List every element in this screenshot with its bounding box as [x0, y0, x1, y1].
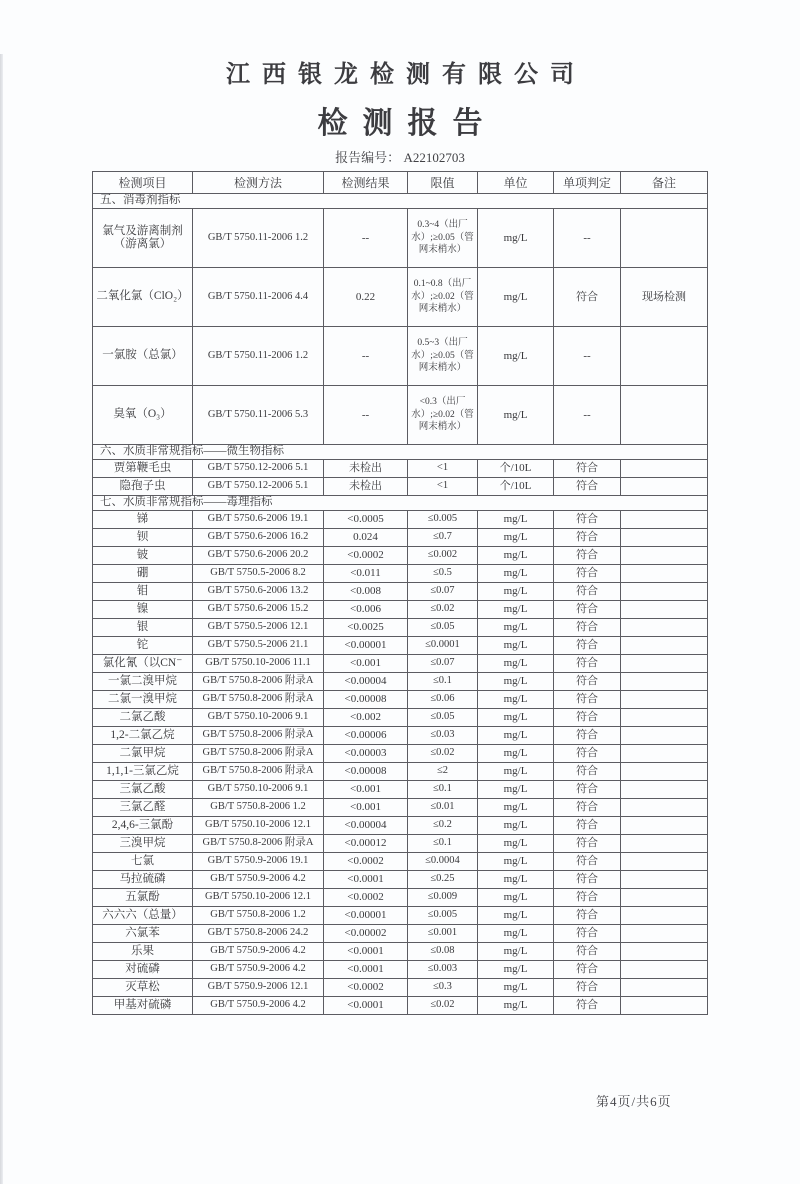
cell-note — [621, 583, 708, 601]
cell-item: 锑 — [93, 511, 193, 529]
cell-limit: ≤0.02 — [408, 997, 478, 1015]
cell-item: 对硫磷 — [93, 961, 193, 979]
cell-unit: mg/L — [478, 565, 554, 583]
cell-item: 一氯二溴甲烷 — [93, 673, 193, 691]
cell-judgement: 符合 — [554, 853, 621, 871]
cell-result: <0.011 — [324, 565, 408, 583]
cell-item: 铍 — [93, 547, 193, 565]
cell-result: 0.024 — [324, 529, 408, 547]
cell-method: GB/T 5750.9-2006 4.2 — [193, 871, 324, 889]
table-row — [93, 547, 708, 565]
table-header-row — [93, 172, 708, 194]
table-row — [93, 460, 708, 478]
cell-result: <0.00012 — [324, 835, 408, 853]
cell-unit: mg/L — [478, 961, 554, 979]
report-table — [92, 171, 708, 1015]
table-row — [93, 637, 708, 655]
cell-note — [621, 871, 708, 889]
section-title: 六、水质非常规指标——微生物指标 — [93, 445, 708, 460]
cell-note — [621, 709, 708, 727]
table-row — [93, 386, 708, 445]
table-row — [93, 835, 708, 853]
cell-note — [621, 763, 708, 781]
cell-unit: mg/L — [478, 853, 554, 871]
cell-note — [621, 925, 708, 943]
cell-note — [621, 478, 708, 496]
cell-unit: mg/L — [478, 583, 554, 601]
company-name: 江西银龙检测有限公司 — [226, 62, 586, 88]
cell-item: 三溴甲烷 — [93, 835, 193, 853]
cell-judgement: 符合 — [554, 655, 621, 673]
cell-item: 钡 — [93, 529, 193, 547]
cell-method: GB/T 5750.10-2006 11.1 — [193, 655, 324, 673]
cell-judgement: 符合 — [554, 691, 621, 709]
cell-method: GB/T 5750.10-2006 12.1 — [193, 889, 324, 907]
column-header-unit: 单位 — [478, 172, 554, 194]
section-header-row — [93, 496, 708, 511]
cell-limit: 0.3~4（出厂水）;≥0.05（管网末梢水） — [408, 209, 478, 268]
cell-limit: 0.5~3（出厂水）;≥0.05（管网末梢水） — [408, 327, 478, 386]
cell-item: 二氧化氯（ClO₂） — [93, 268, 193, 327]
cell-judgement: 符合 — [554, 889, 621, 907]
section-header-row — [93, 194, 708, 209]
cell-result: <0.008 — [324, 583, 408, 601]
cell-judgement: 符合 — [554, 763, 621, 781]
cell-note — [621, 979, 708, 997]
cell-method: GB/T 5750.8-2006 1.2 — [193, 907, 324, 925]
cell-limit: <1 — [408, 460, 478, 478]
table-row — [93, 781, 708, 799]
cell-unit: mg/L — [478, 799, 554, 817]
cell-method: GB/T 5750.10-2006 9.1 — [193, 709, 324, 727]
cell-unit: mg/L — [478, 619, 554, 637]
cell-unit: mg/L — [478, 907, 554, 925]
table-row — [93, 907, 708, 925]
cell-note — [621, 327, 708, 386]
cell-result: 0.22 — [324, 268, 408, 327]
cell-method: GB/T 5750.8-2006 附录A — [193, 763, 324, 781]
scanned-report-page — [0, 54, 800, 1109]
cell-unit: mg/L — [478, 327, 554, 386]
table-row — [93, 997, 708, 1015]
cell-judgement: 符合 — [554, 871, 621, 889]
cell-note — [621, 637, 708, 655]
cell-judgement: 符合 — [554, 727, 621, 745]
cell-note — [621, 907, 708, 925]
cell-item: 马拉硫磷 — [93, 871, 193, 889]
scan-edge-artifact — [0, 54, 3, 1184]
column-header-limit: 限值 — [408, 172, 478, 194]
table-row — [93, 763, 708, 781]
cell-note — [621, 673, 708, 691]
cell-limit: ≤0.2 — [408, 817, 478, 835]
cell-limit: ≤0.05 — [408, 619, 478, 637]
cell-method: GB/T 5750.8-2006 附录A — [193, 835, 324, 853]
cell-item: 臭氧（O₃） — [93, 386, 193, 445]
cell-result: <0.001 — [324, 781, 408, 799]
cell-method: GB/T 5750.5-2006 12.1 — [193, 619, 324, 637]
cell-method: GB/T 5750.6-2006 16.2 — [193, 529, 324, 547]
cell-result: <0.00004 — [324, 817, 408, 835]
cell-item: 乐果 — [93, 943, 193, 961]
cell-unit: mg/L — [478, 979, 554, 997]
cell-note — [621, 547, 708, 565]
cell-item: 七氯 — [93, 853, 193, 871]
cell-unit: mg/L — [478, 268, 554, 327]
cell-item: 镍 — [93, 601, 193, 619]
cell-item: 二氯乙酸 — [93, 709, 193, 727]
table-row — [93, 853, 708, 871]
cell-judgement: 符合 — [554, 943, 621, 961]
column-header-method: 检测方法 — [193, 172, 324, 194]
cell-note — [621, 997, 708, 1015]
cell-note — [621, 781, 708, 799]
cell-result: <0.002 — [324, 709, 408, 727]
cell-result: <0.00008 — [324, 691, 408, 709]
report-number-label: 报告编号： — [335, 150, 401, 165]
cell-limit: ≤0.02 — [408, 745, 478, 763]
cell-note — [621, 817, 708, 835]
cell-unit: mg/L — [478, 745, 554, 763]
cell-unit: mg/L — [478, 727, 554, 745]
table-row — [93, 799, 708, 817]
column-header-item: 检测项目 — [93, 172, 193, 194]
cell-item: 三氯乙醛 — [93, 799, 193, 817]
cell-result: <0.00004 — [324, 673, 408, 691]
cell-judgement: 符合 — [554, 268, 621, 327]
cell-limit: ≤0.003 — [408, 961, 478, 979]
cell-unit: mg/L — [478, 889, 554, 907]
cell-method: GB/T 5750.6-2006 15.2 — [193, 601, 324, 619]
cell-item: 隐孢子虫 — [93, 478, 193, 496]
cell-result: <0.001 — [324, 655, 408, 673]
cell-result: <0.00003 — [324, 745, 408, 763]
table-row — [93, 727, 708, 745]
cell-result: 未检出 — [324, 478, 408, 496]
cell-result: <0.0001 — [324, 871, 408, 889]
cell-unit: mg/L — [478, 943, 554, 961]
cell-result: <0.0001 — [324, 943, 408, 961]
table-row — [93, 673, 708, 691]
cell-unit: 个/10L — [478, 460, 554, 478]
cell-limit: ≤0.005 — [408, 511, 478, 529]
cell-judgement: 符合 — [554, 565, 621, 583]
cell-item: 六氯苯 — [93, 925, 193, 943]
table-row — [93, 268, 708, 327]
cell-unit: mg/L — [478, 209, 554, 268]
cell-result: <0.00002 — [324, 925, 408, 943]
cell-result: <0.0002 — [324, 889, 408, 907]
page-number: 第4页/共6页 — [596, 1094, 672, 1109]
cell-unit: mg/L — [478, 925, 554, 943]
table-row — [93, 327, 708, 386]
cell-note — [621, 619, 708, 637]
cell-note — [621, 386, 708, 445]
cell-limit: <0.3（出厂水）;≥0.02（管网末梢水） — [408, 386, 478, 445]
cell-note — [621, 691, 708, 709]
cell-result: <0.0005 — [324, 511, 408, 529]
cell-judgement: 符合 — [554, 619, 621, 637]
cell-unit: mg/L — [478, 817, 554, 835]
section-title: 五、消毒剂指标 — [93, 194, 708, 209]
cell-method: GB/T 5750.8-2006 附录A — [193, 727, 324, 745]
cell-limit: ≤0.01 — [408, 799, 478, 817]
cell-item: 氯气及游离制剂（游离氯） — [93, 209, 193, 268]
cell-unit: mg/L — [478, 637, 554, 655]
cell-result: <0.0002 — [324, 979, 408, 997]
cell-note: 现场检测 — [621, 268, 708, 327]
cell-result: <0.001 — [324, 799, 408, 817]
cell-method: GB/T 5750.8-2006 1.2 — [193, 799, 324, 817]
cell-judgement: 符合 — [554, 997, 621, 1015]
cell-result: -- — [324, 209, 408, 268]
cell-judgement: 符合 — [554, 460, 621, 478]
cell-unit: mg/L — [478, 763, 554, 781]
cell-result: <0.0001 — [324, 997, 408, 1015]
cell-note — [621, 565, 708, 583]
cell-method: GB/T 5750.11-2006 4.4 — [193, 268, 324, 327]
cell-result: <0.0025 — [324, 619, 408, 637]
cell-judgement: 符合 — [554, 799, 621, 817]
table-body — [93, 194, 708, 1015]
cell-judgement: 符合 — [554, 745, 621, 763]
table-row — [93, 745, 708, 763]
cell-note — [621, 601, 708, 619]
cell-limit: ≤0.1 — [408, 673, 478, 691]
cell-note — [621, 889, 708, 907]
cell-judgement: 符合 — [554, 637, 621, 655]
cell-method: GB/T 5750.9-2006 4.2 — [193, 943, 324, 961]
cell-judgement: 符合 — [554, 835, 621, 853]
cell-item: 一氯胺（总氯） — [93, 327, 193, 386]
cell-method: GB/T 5750.9-2006 19.1 — [193, 853, 324, 871]
cell-limit: <1 — [408, 478, 478, 496]
cell-judgement: 符合 — [554, 961, 621, 979]
cell-item: 硼 — [93, 565, 193, 583]
cell-limit: ≤0.5 — [408, 565, 478, 583]
table-row — [93, 925, 708, 943]
cell-result: <0.00008 — [324, 763, 408, 781]
cell-judgement: -- — [554, 386, 621, 445]
cell-result: <0.00006 — [324, 727, 408, 745]
cell-result: -- — [324, 327, 408, 386]
cell-note — [621, 853, 708, 871]
table-row — [93, 619, 708, 637]
cell-judgement: -- — [554, 209, 621, 268]
cell-method: GB/T 5750.5-2006 8.2 — [193, 565, 324, 583]
cell-method: GB/T 5750.11-2006 5.3 — [193, 386, 324, 445]
cell-unit: mg/L — [478, 529, 554, 547]
cell-unit: mg/L — [478, 997, 554, 1015]
cell-judgement: 符合 — [554, 925, 621, 943]
cell-unit: mg/L — [478, 835, 554, 853]
cell-method: GB/T 5750.10-2006 12.1 — [193, 817, 324, 835]
cell-method: GB/T 5750.8-2006 24.2 — [193, 925, 324, 943]
cell-limit: ≤0.07 — [408, 583, 478, 601]
cell-limit: 0.1~0.8（出厂水）;≥0.02（管网末梢水） — [408, 268, 478, 327]
table-row — [93, 655, 708, 673]
table-row — [93, 601, 708, 619]
cell-method: GB/T 5750.12-2006 5.1 — [193, 460, 324, 478]
cell-result: -- — [324, 386, 408, 445]
cell-note — [621, 460, 708, 478]
cell-limit: ≤0.0001 — [408, 637, 478, 655]
cell-note — [621, 799, 708, 817]
report-number-line — [0, 147, 800, 166]
cell-unit: mg/L — [478, 709, 554, 727]
cell-note — [621, 655, 708, 673]
cell-result: <0.00001 — [324, 637, 408, 655]
cell-unit: mg/L — [478, 781, 554, 799]
cell-item: 灭草松 — [93, 979, 193, 997]
cell-limit: ≤0.1 — [408, 781, 478, 799]
cell-unit: mg/L — [478, 871, 554, 889]
table-row — [93, 478, 708, 496]
cell-method: GB/T 5750.6-2006 20.2 — [193, 547, 324, 565]
cell-limit: ≤0.3 — [408, 979, 478, 997]
report-number-value: A22102703 — [403, 150, 465, 165]
cell-judgement: 符合 — [554, 817, 621, 835]
table-row — [93, 565, 708, 583]
cell-judgement: 符合 — [554, 979, 621, 997]
cell-note — [621, 961, 708, 979]
cell-item: 甲基对硫磷 — [93, 997, 193, 1015]
cell-judgement: 符合 — [554, 583, 621, 601]
table-header — [93, 172, 708, 194]
cell-unit: mg/L — [478, 691, 554, 709]
cell-result: 未检出 — [324, 460, 408, 478]
cell-method: GB/T 5750.8-2006 附录A — [193, 673, 324, 691]
column-header-note: 备注 — [621, 172, 708, 194]
cell-note — [621, 727, 708, 745]
table-row — [93, 979, 708, 997]
table-row — [93, 691, 708, 709]
cell-judgement: 符合 — [554, 907, 621, 925]
cell-judgement: 符合 — [554, 511, 621, 529]
cell-method: GB/T 5750.5-2006 21.1 — [193, 637, 324, 655]
cell-method: GB/T 5750.9-2006 12.1 — [193, 979, 324, 997]
cell-unit: mg/L — [478, 601, 554, 619]
cell-judgement: 符合 — [554, 781, 621, 799]
cell-item: 六六六（总量） — [93, 907, 193, 925]
cell-method: GB/T 5750.6-2006 19.1 — [193, 511, 324, 529]
cell-method: GB/T 5750.11-2006 1.2 — [193, 327, 324, 386]
cell-limit: ≤0.03 — [408, 727, 478, 745]
table-row — [93, 871, 708, 889]
cell-item: 二氯甲烷 — [93, 745, 193, 763]
cell-limit: ≤0.001 — [408, 925, 478, 943]
cell-unit: mg/L — [478, 386, 554, 445]
cell-note — [621, 745, 708, 763]
cell-item: 钼 — [93, 583, 193, 601]
cell-limit: ≤0.002 — [408, 547, 478, 565]
cell-method: GB/T 5750.8-2006 附录A — [193, 691, 324, 709]
cell-limit: ≤0.005 — [408, 907, 478, 925]
cell-note — [621, 209, 708, 268]
cell-limit: ≤0.06 — [408, 691, 478, 709]
cell-result: <0.006 — [324, 601, 408, 619]
cell-method: GB/T 5750.11-2006 1.2 — [193, 209, 324, 268]
cell-limit: ≤0.7 — [408, 529, 478, 547]
cell-limit: ≤0.02 — [408, 601, 478, 619]
cell-judgement: 符合 — [554, 673, 621, 691]
cell-note — [621, 529, 708, 547]
table-row — [93, 511, 708, 529]
cell-item: 2,4,6-三氯酚 — [93, 817, 193, 835]
cell-limit: ≤0.25 — [408, 871, 478, 889]
cell-method: GB/T 5750.9-2006 4.2 — [193, 997, 324, 1015]
table-row — [93, 583, 708, 601]
cell-judgement: 符合 — [554, 601, 621, 619]
cell-result: <0.00001 — [324, 907, 408, 925]
cell-item: 五氯酚 — [93, 889, 193, 907]
cell-limit: ≤0.08 — [408, 943, 478, 961]
cell-note — [621, 943, 708, 961]
cell-unit: mg/L — [478, 673, 554, 691]
cell-item: 二氯一溴甲烷 — [93, 691, 193, 709]
table-row — [93, 943, 708, 961]
section-title: 七、水质非常规指标——毒理指标 — [93, 496, 708, 511]
cell-limit: ≤0.009 — [408, 889, 478, 907]
cell-method: GB/T 5750.9-2006 4.2 — [193, 961, 324, 979]
cell-judgement: 符合 — [554, 547, 621, 565]
cell-unit: mg/L — [478, 547, 554, 565]
cell-result: <0.0002 — [324, 547, 408, 565]
cell-note — [621, 835, 708, 853]
cell-limit: ≤0.1 — [408, 835, 478, 853]
cell-note — [621, 511, 708, 529]
cell-method: GB/T 5750.10-2006 9.1 — [193, 781, 324, 799]
table-row — [93, 889, 708, 907]
table-row — [93, 961, 708, 979]
table-row — [93, 529, 708, 547]
table-row — [93, 709, 708, 727]
cell-judgement: 符合 — [554, 529, 621, 547]
cell-item: 氯化氰（以CN⁻ — [93, 655, 193, 673]
section-header-row — [93, 445, 708, 460]
cell-limit: ≤0.0004 — [408, 853, 478, 871]
column-header-judgement: 单项判定 — [554, 172, 621, 194]
cell-item: 三氯乙酸 — [93, 781, 193, 799]
cell-unit: 个/10L — [478, 478, 554, 496]
table-row — [93, 817, 708, 835]
cell-item: 1,1,1-三氯乙烷 — [93, 763, 193, 781]
cell-item: 银 — [93, 619, 193, 637]
column-header-result: 检测结果 — [324, 172, 408, 194]
cell-method: GB/T 5750.8-2006 附录A — [193, 745, 324, 763]
cell-method: GB/T 5750.12-2006 5.1 — [193, 478, 324, 496]
cell-judgement: -- — [554, 327, 621, 386]
cell-limit: ≤2 — [408, 763, 478, 781]
cell-unit: mg/L — [478, 511, 554, 529]
cell-judgement: 符合 — [554, 709, 621, 727]
cell-judgement: 符合 — [554, 478, 621, 496]
cell-result: <0.0001 — [324, 961, 408, 979]
table-row — [93, 209, 708, 268]
cell-item: 贾第鞭毛虫 — [93, 460, 193, 478]
cell-unit: mg/L — [478, 655, 554, 673]
cell-limit: ≤0.05 — [408, 709, 478, 727]
cell-limit: ≤0.07 — [408, 655, 478, 673]
cell-item: 1,2-二氯乙烷 — [93, 727, 193, 745]
report-title: 检测报告 — [317, 107, 498, 140]
cell-item: 铊 — [93, 637, 193, 655]
cell-result: <0.0002 — [324, 853, 408, 871]
cell-method: GB/T 5750.6-2006 13.2 — [193, 583, 324, 601]
